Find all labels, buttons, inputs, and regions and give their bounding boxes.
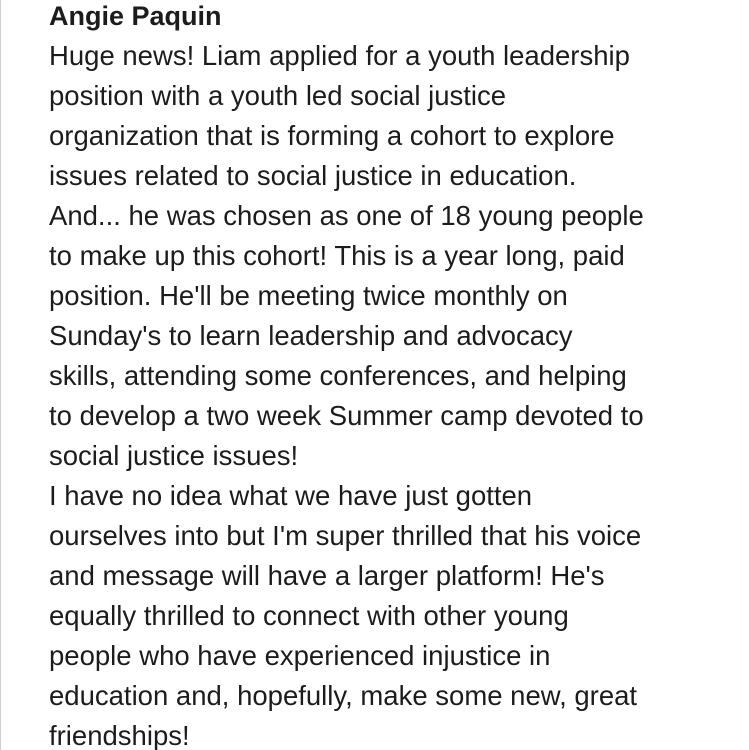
- post-body-line: skills, attending some conferences, and helping: [49, 360, 627, 391]
- post-body-line: I have no idea what we have just gotten: [49, 480, 533, 511]
- post-body-line: friendships!: [49, 720, 190, 750]
- post-body-line: And... he was chosen as one of 18 young people: [49, 200, 644, 231]
- post-body-line: position. He'll be meeting twice monthly on: [49, 280, 568, 311]
- post-body-line: Huge news! Liam applied for a youth leadership: [49, 40, 630, 71]
- post-body: [49, 36, 729, 750]
- post-body-line: Sunday's to learn leadership and advocacy: [49, 320, 573, 351]
- post-body-line: to make up this cohort! This is a year long, paid: [49, 240, 625, 271]
- post-body-line: social justice issues!: [49, 440, 299, 471]
- post-body-line: equally thrilled to connect with other young: [49, 600, 569, 631]
- post-body-line: ourselves into but I'm super thrilled that his voice: [49, 520, 642, 551]
- post-body-line: to develop a two week Summer camp devoted to: [49, 400, 644, 431]
- post-body-line: organization that is forming a cohort to explore: [49, 120, 615, 151]
- post-body-line: issues related to social justice in education.: [49, 160, 577, 191]
- post-body-line: education and, hopefully, make some new, great: [49, 680, 638, 711]
- post-body-line: and message will have a larger platform! He's: [49, 560, 605, 591]
- post-body-line: people who have experienced injustice in: [49, 640, 551, 671]
- post-body-line: position with a youth led social justice: [49, 80, 507, 111]
- post-card: [49, 0, 729, 750]
- author-name-link[interactable]: Angie Paquin: [49, 1, 222, 31]
